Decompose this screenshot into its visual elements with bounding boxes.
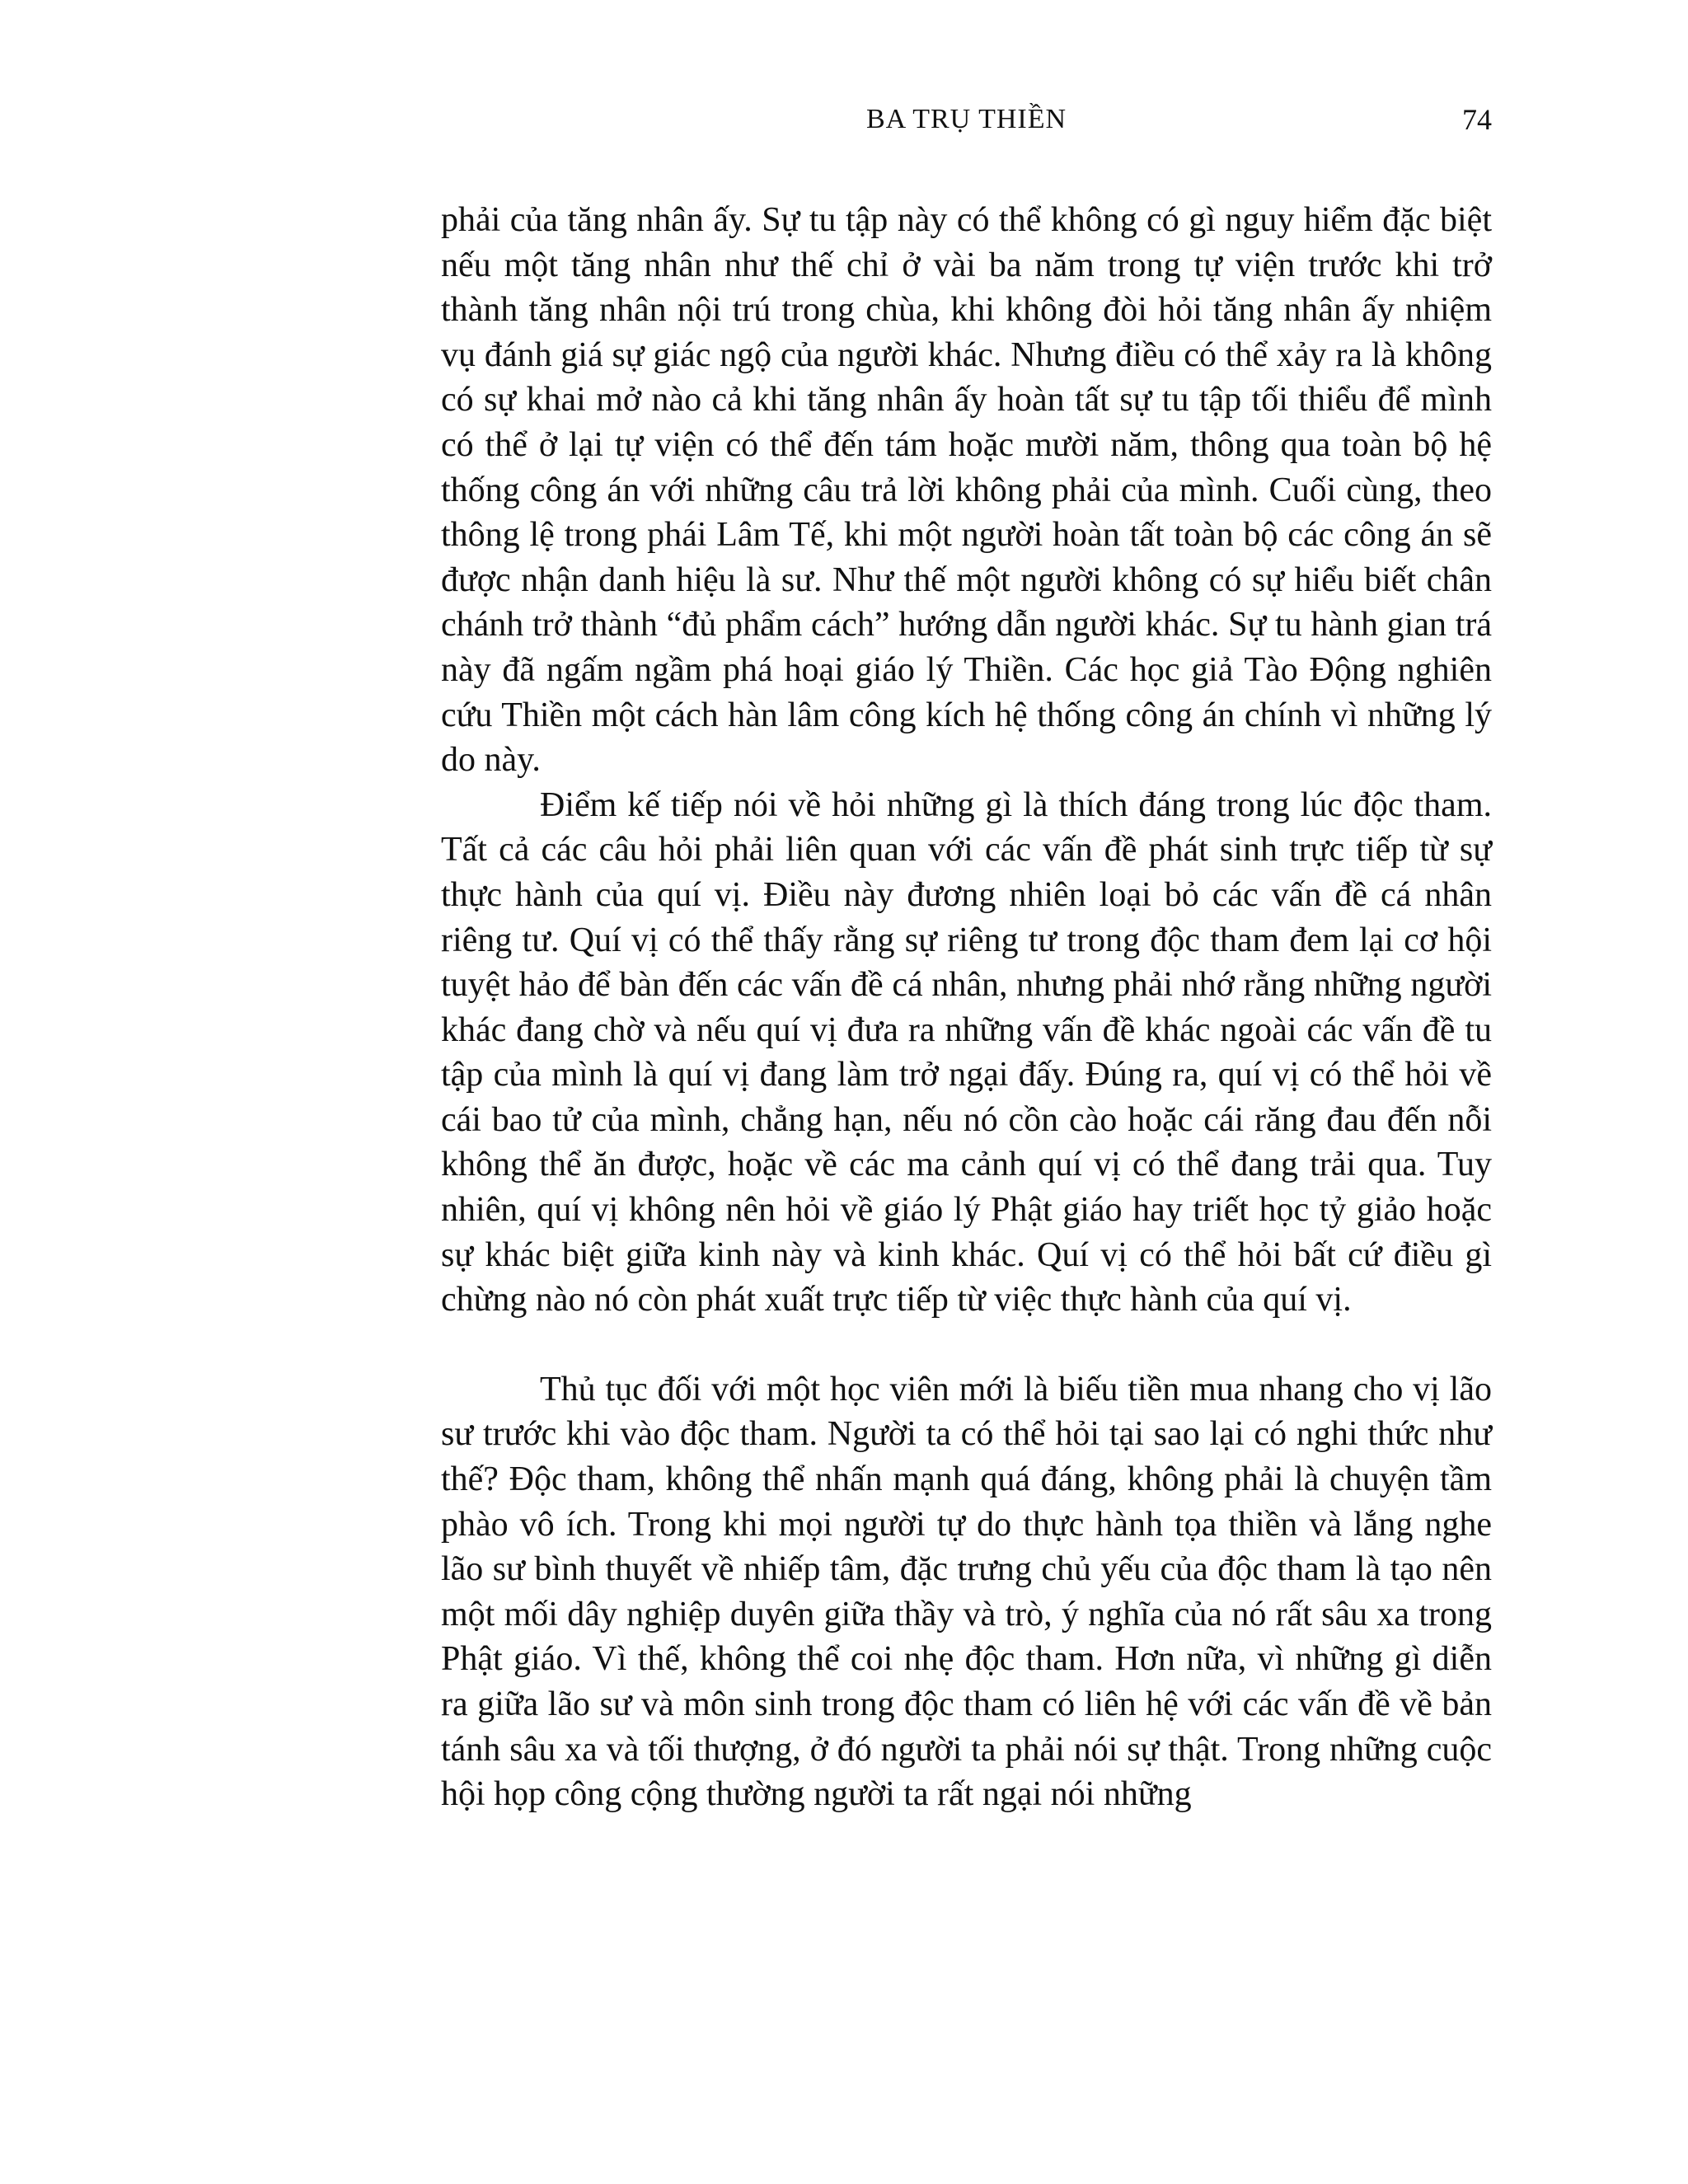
body-text — [441, 198, 1492, 1817]
paragraph: Thủ tục đối với một học viên mới là biếu tiền mua nhang cho vị lão sư trước khi vào độc tham. Người ta có thể hỏi tại sao lại có nghi thức như thế? Độc tham, không thể nhấn mạnh quá đáng, không phải là chuyện tầm phào vô ích. Trong khi mọi người tự do thực hành tọa thiền và lắng nghe lão sư bình thuyết về nhiếp tâm, đặc trưng chủ yếu của độc tham là tạo nên một mối dây nghiệp duyên giữa thầy và trò, ý nghĩa của nó rất sâu xa trong Phật giáo. Vì thế, không thể coi nhẹ độc tham. Hơn nữa, vì những gì diễn ra giữa lão sư và môn sinh trong độc tham có liên hệ với các vấn đề về bản tánh sâu xa và tối thượng, ở đó người ta phải nói sự thật. Trong những cuộc hội họp công cộng thường người ta rất ngại nói những — [441, 1370, 1492, 1814]
paragraph: Điểm kế tiếp nói về hỏi những gì là thích đáng trong lúc độc tham. Tất cả các câu hỏi phải liên quan với các vấn đề phát sinh trực tiếp từ sự thực hành của quí vị. Điều này đương nhiên loại bỏ các vấn đề cá nhân riêng tư. Quí vị có thể thấy rằng sự riêng tư trong độc tham đem lại cơ hội tuyệt hảo để bàn đến các vấn đề cá nhân, nhưng phải nhớ rằng những người khác đang chờ và nếu quí vị đưa ra những vấn đề khác ngoài các vấn đề tu tập của mình là quí vị đang làm trở ngại đấy. Đúng ra, quí vị có thể hỏi về cái bao tử của mình, chẳng hạn, nếu nó cồn cào hoặc cái răng đau đến nỗi không thể ăn được, hoặc về các ma cảnh quí vị có thể đang trải qua. Tuy nhiên, quí vị không nên hỏi về giáo lý Phật giáo hay triết học tỷ giảo hoặc sự khác biệt giữa kinh này và kinh khác. Quí vị có thể hỏi bất cứ điều gì chừng nào nó còn phát xuất trực tiếp từ việc thực hành của quí vị. — [441, 785, 1492, 1319]
paragraph-continued: phải của tăng nhân ấy. Sự tu tập này có thể không có gì nguy hiểm đặc biệt nếu một tăng nhân như thế chỉ ở vài ba năm trong tự viện trước khi trở thành tăng nhân nội trú trong chùa, khi không đòi hỏi tăng nhân ấy nhiệm vụ đánh giá sự giác ngộ của người khác. Nhưng điều có thể xảy ra là không có sự khai mở nào cả khi tăng nhân ấy hoàn tất sự tu tập tối thiểu để mình có thể ở lại tự viện có thể đến tám hoặc mười năm, thông qua toàn bộ hệ thống công án với những câu trả lời không phải của mình. Cuối cùng, theo thông lệ trong phái Lâm Tế, khi một người hoàn tất toàn bộ các công án sẽ được nhận danh hiệu là sư. Như thế một người không có sự hiểu biết chân chánh trở thành “đủ phẩm cách” hướng dẫn người khác. Sự tu hành gian trá này đã ngấm ngầm phá hoại giáo lý Thiền. Các học giả Tào Động nghiên cứu Thiền một cách hàn lâm công kích hệ thống công án chính vì những lý do này. — [441, 201, 1492, 780]
page-header — [441, 99, 1492, 140]
running-title: BA TRỤ THIỀN — [865, 104, 1067, 134]
page-number: 74 — [1462, 103, 1492, 136]
